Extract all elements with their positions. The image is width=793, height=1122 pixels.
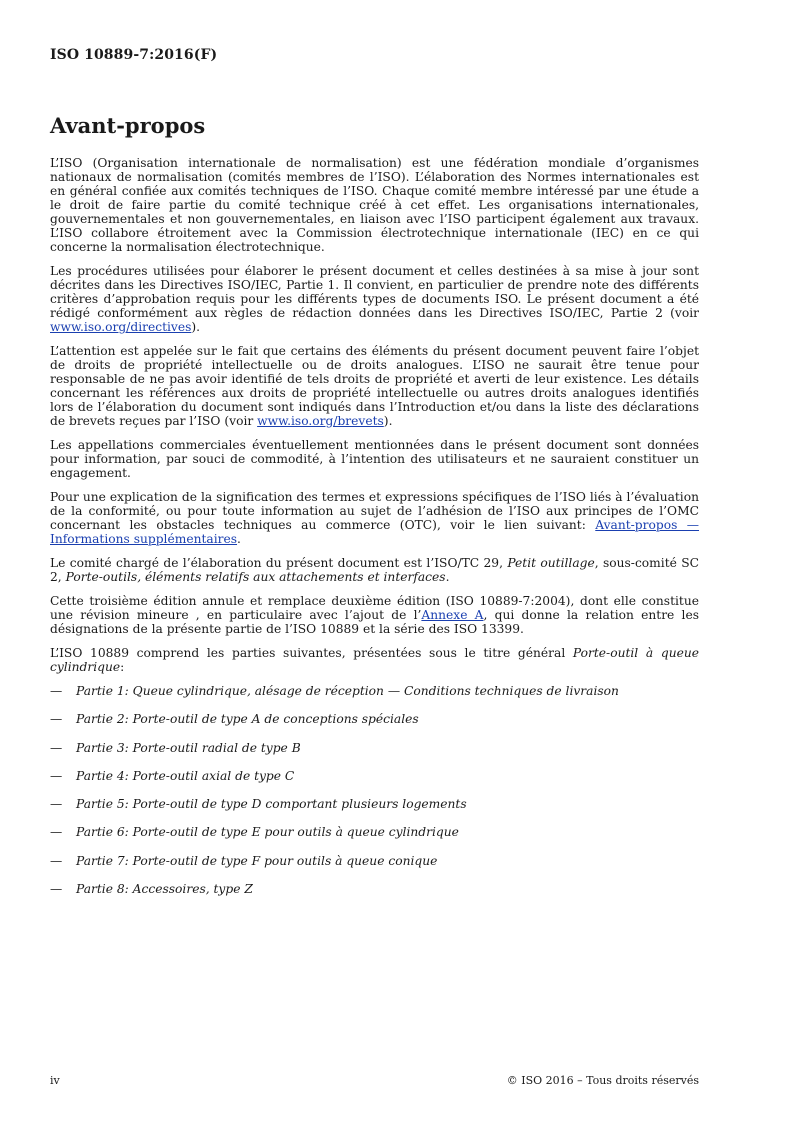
paragraph-conformity-text: Pour une explication de la signification des termes et expressions spécifiques de l’ISO liés à l’évaluation de la conformité, ou pour toute information au sujet de l’adhésion de l’ISO aux principes de l’OMC concernant les obstacles techniques au commerce (OTC), voir le lien suivant: xyxy=(50,490,699,532)
part-title: Partie 4: Porte-outil axial de type C xyxy=(76,768,295,783)
part-title: Partie 1: Queue cylindrique, alésage de réception — Conditions techniques de livraison xyxy=(76,684,619,698)
committee-name: Petit outillage xyxy=(507,556,595,570)
list-item xyxy=(50,797,699,811)
dash-marker: — xyxy=(50,853,63,868)
parts-intro-text-c: : xyxy=(120,660,125,674)
paragraph-conformity-end: . xyxy=(237,532,241,546)
general-title: Porte-outil à queue cylindrique xyxy=(50,646,699,674)
part-title: Partie 3: Porte-outil radial de type B xyxy=(76,740,301,755)
list-item xyxy=(50,825,699,839)
page-number: iv xyxy=(50,1074,60,1087)
dash-marker: — xyxy=(50,825,63,840)
list-item xyxy=(50,712,699,726)
directives-link[interactable]: www.iso.org/directives xyxy=(50,320,192,334)
dash-marker: — xyxy=(50,768,63,783)
brevets-link[interactable]: www.iso.org/brevets xyxy=(257,414,384,428)
parts-list xyxy=(50,684,699,896)
page-title: Avant-propos xyxy=(50,113,206,138)
supplementary-info-link[interactable]: Avant-propos — Informations supplémentaires xyxy=(50,518,700,546)
dash-marker: — xyxy=(50,740,63,755)
part-title: Partie 5: Porte-outil de type D comportant plusieurs logements xyxy=(76,797,467,812)
part-title: Partie 6: Porte-outil de type E pour outils à queue cylindrique xyxy=(76,825,459,840)
dash-marker: — xyxy=(50,797,63,812)
paragraph-edition xyxy=(50,594,699,636)
committee-text-c: , sous-comité SC 2, xyxy=(50,556,699,584)
paragraph-trade-names: Les appellations commerciales éventuellement mentionnées dans le présent document sont données pour information, par souci de commodité, à l’intention des utilisateurs et ne sauraient constituer un engagement. xyxy=(50,438,699,480)
paragraph-conformity xyxy=(50,490,699,546)
paragraph-iso-intro: L’ISO (Organisation internationale de normalisation) est une fédération mondiale d’organismes nationaux de normalisation (comités membres de l’ISO). L’élaboration des Normes internationales est en général confiée aux comités techniques de l’ISO. Chaque comité membre intéressé par une étude a le droit de faire partie du comité technique créé à cet effet. Les organisations internationales, gouvernementales et non gouvernementales, en liaison avec l’ISO participent également aux travaux. L’ISO collabore étroitement avec la Commission électrotechnique internationale (IEC) en ce qui concerne la normalisation électrotechnique. xyxy=(50,156,699,254)
committee-text-e: . xyxy=(445,570,450,584)
subcommittee-name: Porte-outils, éléments relatifs aux attachements et interfaces xyxy=(65,570,446,584)
list-item xyxy=(50,882,699,896)
paragraph-committee xyxy=(50,556,699,584)
document-id: ISO 10889-7:2016(F) xyxy=(50,47,218,63)
committee-text-a: Le comité chargé de l’élaboration du présent document est l’ISO/TC 29, xyxy=(50,556,508,570)
paragraph-patents-end: ). xyxy=(383,414,393,428)
list-item xyxy=(50,741,699,755)
copyright-notice: © ISO 2016 – Tous droits réservés xyxy=(506,1074,699,1087)
paragraph-patents xyxy=(50,344,699,428)
paragraph-parts-intro xyxy=(50,646,699,674)
paragraph-patents-text: L’attention est appelée sur le fait que certains des éléments du présent document peuvent faire l’objet de droits de propriété intellectuelle ou de droits analogues. L’ISO ne saurait être tenue pour responsable de ne pas avoir identifié de tels droits de propriété et averti de leur existence. Les détails concernant les références aux droits de propriété intellectuelle ou autres droits analogues identifiés lors de l’élaboration du document sont indiqués dans l’Introduction et/ou dans la liste des déclarations de brevets reçues par l’ISO (voir xyxy=(50,344,699,428)
dash-marker: — xyxy=(50,882,63,897)
part-title: Partie 8: Accessoires, type Z xyxy=(76,882,253,897)
dash-marker: — xyxy=(50,712,63,727)
parts-intro-text-a: L’ISO 10889 comprend les parties suivantes, présentées sous le titre général xyxy=(50,646,573,660)
list-item xyxy=(50,769,699,783)
paragraph-procedures-end: ). xyxy=(191,320,201,334)
edition-text-a: Cette troisième édition annule et remplace deuxième édition (ISO 10889-7:2004), dont elle constitue une révision mineure , en particulaire avec l’ajout de l’ xyxy=(50,594,699,622)
part-title: Partie 7: Porte-outil de type F pour outils à queue conique xyxy=(76,853,438,868)
dash-marker: — xyxy=(50,684,63,698)
paragraph-procedures xyxy=(50,264,699,334)
list-item xyxy=(50,854,699,868)
paragraph-procedures-text: Les procédures utilisées pour élaborer le présent document et celles destinées à sa mise à jour sont décrites dans les Directives ISO/IEC, Partie 1. Il convient, en particulier de prendre note des différents critères d’approbation requis pour les différents types de documents ISO. Le présent document a été rédigé conformément aux règles de rédaction données dans les Directives ISO/IEC, Partie 2 (voir xyxy=(50,264,699,320)
foreword-body xyxy=(50,156,699,910)
annex-a-link[interactable]: Annexe A xyxy=(421,608,484,622)
part-title: Partie 2: Porte-outil de type A de conceptions spéciales xyxy=(76,712,419,727)
edition-text-b: , qui donne la relation entre les désignations de la présente partie de l’ISO 10889 et la série des ISO 13399. xyxy=(50,608,699,636)
list-item xyxy=(50,684,699,698)
